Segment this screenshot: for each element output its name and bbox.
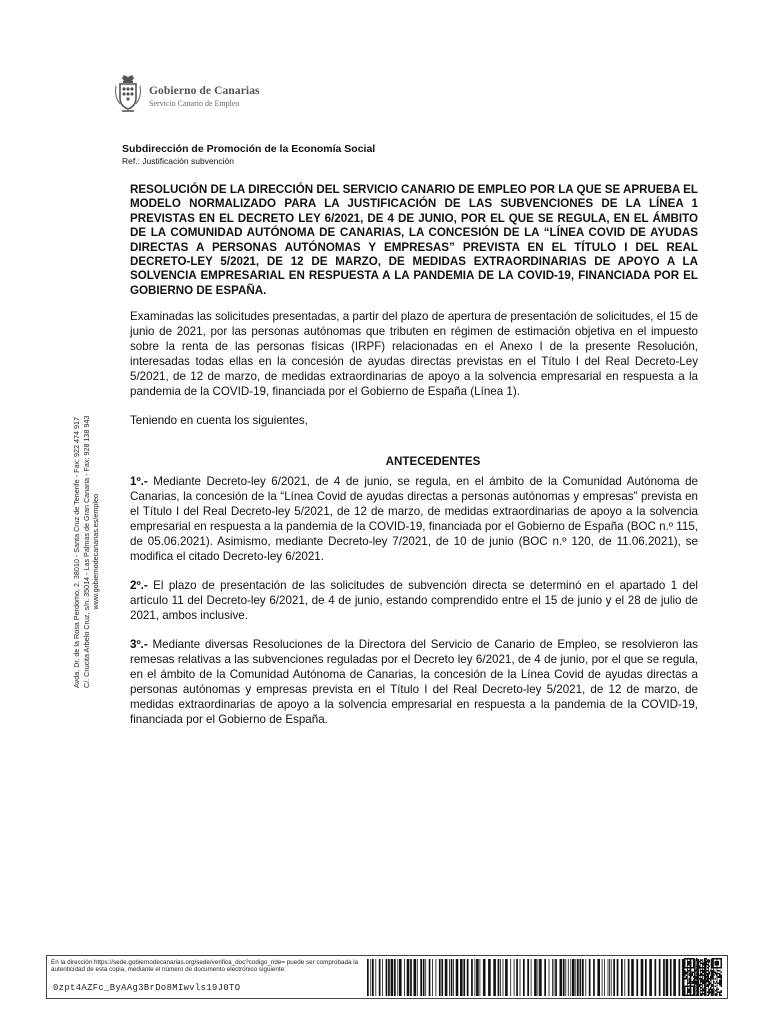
document-header (122, 143, 375, 166)
intro-paragraph: Examinadas las solicitudes presentadas, a partir del plazo de apertura de presentación de solicitudes, el 15 de junio de 2021, por las personas autónomas que tributen en régimen de estimación objetiva en el impuesto sobre la renta de las personas físicas (IRPF) relacionadas en el Anexo I de la presente Resolución, interesadas todas ellas en la concesión de ayudas directas previstas en el Título I del Real Decreto-Ley 5/2021, de 12 de marzo, de medidas extraordinarias de apoyo a la solvencia empresarial en respuesta a la pandemia de la COVID-19, financiada por el Gobierno de España (Línea 1). (130, 310, 698, 399)
gobierno-canarias-logo (114, 74, 274, 116)
antecedente-text: El plazo de presentación de las solicitudes de subvención directa se determinó en el apartado 1 del artículo 11 del Decreto-ley 6/2021, de 4 de junio, estando comprendido entre el 15 de junio y el 28 de julio de 2021, ambos inclusive. (130, 579, 698, 623)
logo-title: Gobierno de Canarias (149, 85, 260, 97)
coat-of-arms-icon (114, 74, 142, 114)
antecedente-2 (130, 578, 698, 623)
website-link[interactable]: www.gobiernodecanarias.es/empleo (91, 494, 100, 610)
antecedente-3 (130, 637, 698, 727)
antecedente-text: Mediante diversas Resoluciones de la Directora del Servicio de Canario de Empleo, se resolvieron las remesas relativas a las subvenciones reguladas por el Decreto ley 6/2021, de 4 de junio, por el que se regula, en el ámbito de la Comunidad Autónoma de Canarias, la concesión de la Línea Covid de ayudas directas a personas autónomas y empresas prevista en el Título I del Real Decreto-ley 5/2021, de 12 de marzo, de medidas extraordinarias de apoyo a la solvencia empresarial en respuesta a la pandemia de la COVID-19, financiada por el Gobierno de España. (130, 638, 698, 727)
considering-line: Teniendo en cuenta los siguientes, (130, 414, 308, 428)
department-name: Subdirección de Promoción de la Economía Social (122, 143, 376, 155)
address-tenerife: Avda. Dr. de la Rosa Perdomo, 2. 38010 - Santa Cruz de Tenerife - Fax: 922 474 917 (72, 416, 81, 688)
antecedente-number: 1º.- (130, 475, 148, 489)
barcode-icon (365, 959, 719, 996)
antecedente-text: Mediante Decreto-ley 6/2021, de 4 de junio, se regula, en el ámbito de la Comunidad Autónoma de Canarias, la concesión de la “Línea Covid de ayudas directas a personas autónomas y empresas” prevista en el Título I del Real Decreto-ley 5/2021, de 12 de marzo, de medidas extraordinarias de apoyo a la solvencia empresarial en respuesta a la pandemia de la COVID-19, financiada por el Gobierno de España (BOC n.º 115, de 05.06.2021). Asimismo, mediante Decreto-ley 7/2021, de 10 de junio (BOC n.º 120, de 11.06.2021), se modifica el citado Decreto-ley 6/2021. (130, 475, 698, 564)
verification-footer (46, 955, 728, 999)
resolution-title: RESOLUCIÓN DE LA DIRECCIÓN DEL SERVICIO CANARIO DE EMPLEO POR LA QUE SE APRUEBA EL MODELO NORMALIZADO PARA LA JUSTIFICACIÓN DE LAS SUBVENCIONES DE LA LÍNEA 1 PREVISTAS EN EL DECRETO LEY 6/2021, DE 4 DE JUNIO, POR EL QUE SE REGULA, EN EL ÁMBITO DE LA COMUNIDAD AUTÓNOMA DE CANARIAS, LA CONCESIÓN DE LA “LÍNEA COVID DE AYUDAS DIRECTAS A PERSONAS AUTÓNOMAS Y EMPRESAS” PREVISTA EN EL TÍTULO I DEL REAL DECRETO-LEY 5/2021, DE 12 DE MARZO, DE MEDIDAS EXTRAORDINARIAS DE APOYO A LA SOLVENCIA EMPRESARIAL EN RESPUESTA A LA PANDEMIA DE LA COVID-19, FINANCIADA POR EL GOBIERNO DE ESPAÑA. (130, 183, 698, 297)
antecedente-1 (130, 474, 698, 564)
side-address-block (72, 416, 101, 688)
qr-code-icon (684, 958, 722, 996)
antecedente-number: 2º.- (130, 579, 148, 593)
address-gran-canaria: C/. Crucita Arbelo Cruz, s/n. 35014 - Las Palmas de Gran Canaria - Fax: 928 138 943 (81, 415, 91, 688)
verification-text: En la dirección https://sede.gobiernodecanarias.org/sede/verifica_doc?codigo_nde= puede ser comprobada la autenticidad de esta copia, mediante el número de documento electrónico siguiente: (51, 959, 359, 973)
document-code: 0zpt4AZFc_ByAAg3BrDo8MIwvls19J0TO (53, 983, 241, 993)
antecedente-number: 3º.- (130, 638, 148, 652)
antecedentes-heading: ANTECEDENTES (385, 455, 481, 469)
logo-subtitle: Servicio Canario de Empleo (149, 99, 240, 108)
document-body (130, 183, 698, 741)
reference-line: Ref.: Justificación subvención (122, 156, 234, 166)
